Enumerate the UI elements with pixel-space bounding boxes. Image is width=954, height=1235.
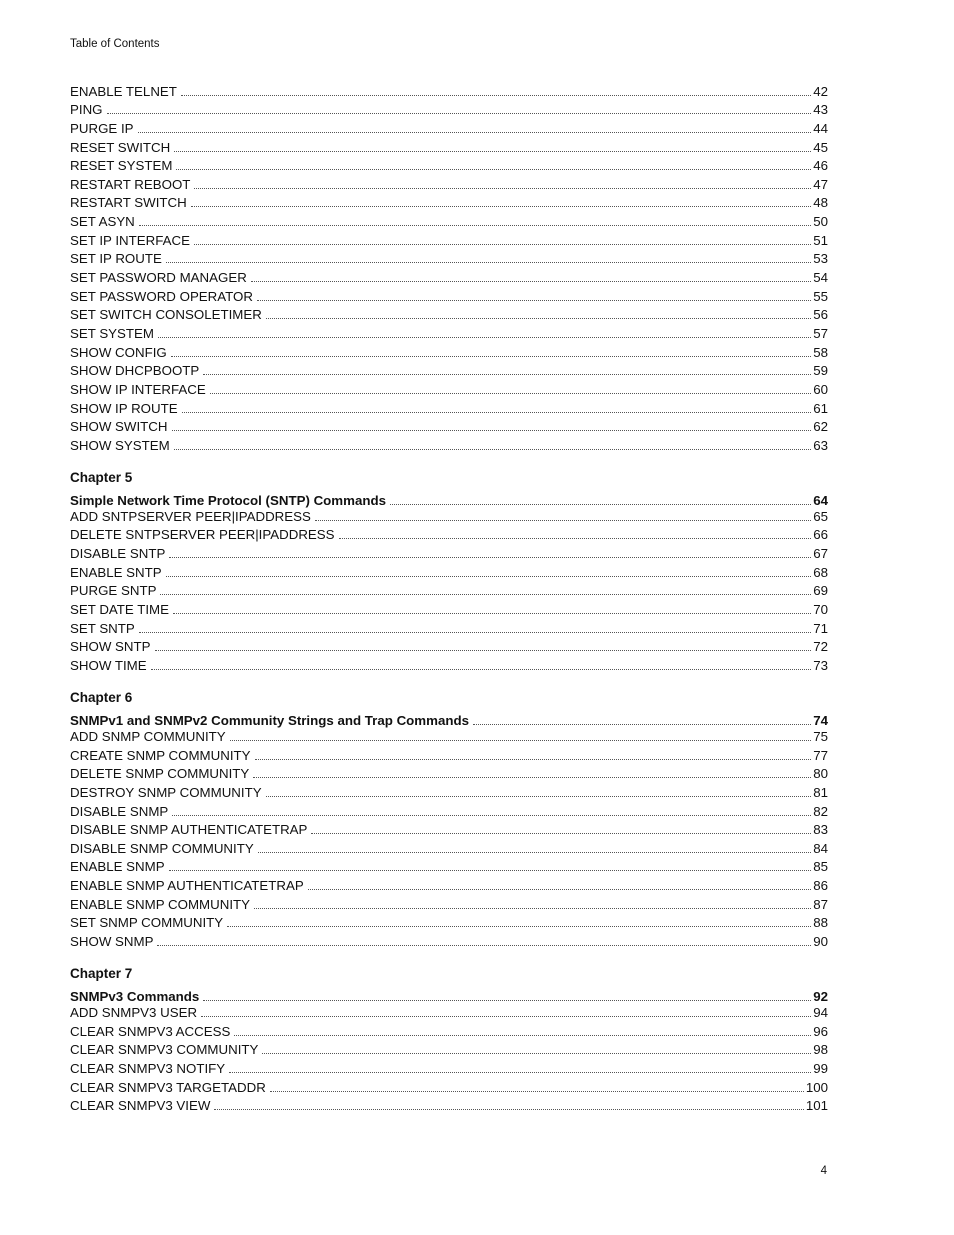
dot-leader [270,1091,804,1092]
toc-entry-title: SHOW TIME [70,657,147,673]
dot-leader [473,724,811,725]
dot-leader [390,504,811,505]
dot-leader [169,557,811,558]
dot-leader [266,318,811,319]
toc-entry-page: 58 [813,344,828,360]
toc-entry-title: SET PASSWORD MANAGER [70,270,247,286]
toc-entry-page: 51 [813,232,828,248]
toc-entry[interactable] [70,397,828,416]
toc-entry-page: 75 [813,728,828,744]
toc-entry-title: Simple Network Time Protocol (SNTP) Commands [70,492,386,508]
dot-leader [155,650,812,651]
toc-entry[interactable] [70,210,828,229]
toc-entry-title: DELETE SNTPSERVER PEER|IPADDRESS [70,527,335,543]
dot-leader [191,206,811,207]
toc-entry-title: DISABLE SNMP [70,803,169,819]
toc-entry[interactable] [70,617,828,636]
toc-entry[interactable] [70,819,828,838]
toc-entry[interactable] [70,304,828,323]
toc-entry[interactable] [70,378,828,397]
toc-entry-title: SET SWITCH CONSOLETIMER [70,307,262,323]
toc-entry-page: 67 [813,546,828,562]
toc-entry-page: 99 [813,1060,828,1076]
toc-entry[interactable] [70,136,828,155]
toc-entry-page: 85 [813,859,828,875]
toc-entry[interactable] [70,930,828,949]
toc-entry[interactable] [70,580,828,599]
toc-entry[interactable] [70,654,828,673]
page-number: 4 [820,1165,827,1177]
dot-leader [315,520,811,521]
toc-entry-title: SET DATE TIME [70,602,170,618]
toc-entry[interactable] [70,434,828,453]
dot-leader [169,870,812,871]
dot-leader [181,95,811,96]
dot-leader [173,613,811,614]
toc-section [70,690,828,949]
toc-entry[interactable] [70,155,828,174]
toc-entry-title: SHOW DHCPBOOTP [70,363,200,379]
dot-leader [176,169,811,170]
toc-entry-page: 70 [813,602,828,618]
toc-entry[interactable] [70,266,828,285]
toc-entry-title: SET SNTP [70,620,135,636]
toc-entry-title: SET IP INTERFACE [70,232,190,248]
toc-entry-page: 46 [813,158,828,174]
chapter-label: Chapter 5 [70,469,133,485]
toc-entry-title: ENABLE TELNET [70,83,177,99]
toc-entry[interactable] [70,744,828,763]
toc-entry-title: DESTROY SNMP COMMUNITY [70,784,262,800]
dot-leader [258,852,811,853]
toc-entry-page: 96 [813,1023,828,1039]
dot-leader [139,225,811,226]
toc-entry[interactable] [70,856,828,875]
toc-entry[interactable] [70,192,828,211]
toc-entry-page: 98 [813,1042,828,1058]
toc-entry-title: CLEAR SNMPV3 TARGETADDR [70,1079,266,1095]
toc-entry-title: DISABLE SNMP AUTHENTICATETRAP [70,822,308,838]
toc-entry-page: 56 [813,307,828,323]
toc-entry[interactable] [70,837,828,856]
dot-leader [234,1035,811,1036]
dot-leader [203,374,811,375]
toc-entry[interactable] [70,248,828,267]
dot-leader [254,908,811,909]
toc-entry-title: SHOW SNMP [70,933,154,949]
toc-entry[interactable] [70,1076,828,1095]
dot-leader [308,889,811,890]
toc-entry-title: PING [70,102,103,118]
dot-leader [255,759,812,760]
toc-entry[interactable] [70,229,828,248]
dot-leader [262,1053,811,1054]
dot-leader [172,815,811,816]
toc-entry-title: SET SYSTEM [70,325,154,341]
toc-entry-title: RESTART SWITCH [70,195,187,211]
toc-entry-page: 84 [813,840,828,856]
toc-entry-page: 100 [805,1079,828,1095]
dot-leader [210,393,812,394]
toc-entry-page: 80 [813,766,828,782]
toc-entry-page: 57 [813,325,828,341]
toc-entry[interactable] [70,1020,828,1039]
dot-leader [151,669,812,670]
toc-entry-page: 64 [813,492,828,508]
toc-entry[interactable] [70,1095,828,1114]
toc-entry-page: 83 [813,822,828,838]
toc-entry-title: RESET SYSTEM [70,158,173,174]
toc-entry-page: 86 [813,878,828,894]
toc-section [70,966,828,1113]
toc-entry-page: 42 [813,83,828,99]
toc-entry[interactable] [70,912,828,931]
toc-entry-page: 101 [805,1098,828,1114]
dot-leader [138,132,812,133]
toc-entry-title: SET ASYN [70,214,135,230]
toc-entry-page: 69 [813,583,828,599]
toc-entry[interactable] [70,117,828,136]
toc-entry-page: 65 [813,508,828,524]
toc-entry[interactable] [70,598,828,617]
toc-entry-page: 54 [813,270,828,286]
toc-entry[interactable] [70,542,828,561]
dot-leader [174,151,811,152]
toc-entry-title: SET SNMP COMMUNITY [70,915,224,931]
toc-entry-page: 87 [813,896,828,912]
toc-entry-page: 55 [813,288,828,304]
toc-entry-title: RESET SWITCH [70,139,171,155]
toc-entry-title: RESTART REBOOT [70,176,191,192]
toc-entry-page: 60 [813,381,828,397]
dot-leader [107,113,812,114]
toc-entry-page: 81 [813,784,828,800]
dot-leader [157,945,811,946]
toc-entry-page: 48 [813,195,828,211]
dot-leader [339,538,812,539]
toc-entry-page: 90 [813,933,828,949]
toc-entry[interactable] [70,874,828,893]
dot-leader [158,337,811,338]
toc-entry-page: 61 [813,400,828,416]
toc-entry-title: SNMPv3 Commands [70,988,200,1004]
toc-entry-title: CLEAR SNMPV3 COMMUNITY [70,1042,259,1058]
toc-entry[interactable] [70,781,828,800]
toc-entry[interactable] [70,893,828,912]
toc-entry-page: 45 [813,139,828,155]
toc-entry-title: SHOW SYSTEM [70,437,170,453]
toc-entry-page: 50 [813,214,828,230]
toc-entry[interactable] [70,561,828,580]
dot-leader [251,281,811,282]
dot-leader [203,1000,811,1001]
dot-leader [311,833,811,834]
toc-entry-title: DISABLE SNMP COMMUNITY [70,840,254,856]
toc-entry-page: 53 [813,251,828,267]
toc-entry-title: SHOW SWITCH [70,419,168,435]
dot-leader [214,1109,803,1110]
dot-leader [230,740,812,741]
toc-entry[interactable] [70,322,828,341]
toc-entry[interactable] [70,728,828,744]
toc-entry-title: ADD SNTPSERVER PEER|IPADDRESS [70,508,311,524]
dot-leader [166,576,812,577]
toc-entry[interactable] [70,341,828,360]
toc-entry-page: 43 [813,102,828,118]
dot-leader [257,300,811,301]
toc-entry[interactable] [70,173,828,192]
dot-leader [227,926,811,927]
dot-leader [182,412,812,413]
chapter-label: Chapter 6 [70,689,133,705]
dot-leader [166,262,811,263]
toc-entry-title: SNMPv1 and SNMPv2 Community Strings and Trap Commands [70,712,469,728]
toc-entry-title: CREATE SNMP COMMUNITY [70,747,251,763]
toc-entry-page: 82 [813,803,828,819]
toc-entry[interactable] [70,763,828,782]
dot-leader [266,796,812,797]
toc-entry-page: 63 [813,437,828,453]
toc-entry[interactable] [70,360,828,379]
toc-entry-title: DELETE SNMP COMMUNITY [70,766,250,782]
toc-entry-title: CLEAR SNMPV3 VIEW [70,1098,211,1114]
chapter-title-entry[interactable] [70,988,828,1004]
toc-entry-title: ENABLE SNTP [70,564,162,580]
dot-leader [172,430,812,431]
toc-entry-title: ADD SNMP COMMUNITY [70,728,226,744]
dot-leader [201,1016,811,1017]
toc-entry-page: 72 [813,639,828,655]
toc-entry-title: ENABLE SNMP COMMUNITY [70,896,251,912]
toc-entry[interactable] [70,524,828,543]
toc-entry-title: SHOW SNTP [70,639,151,655]
toc-entry[interactable] [70,285,828,304]
dot-leader [160,594,811,595]
toc-entry-page: 94 [813,1004,828,1020]
toc-entry-title: SET IP ROUTE [70,251,162,267]
toc-entry[interactable] [70,416,828,435]
toc-entry[interactable] [70,508,828,524]
toc-entry-page: 68 [813,564,828,580]
toc-entry-title: PURGE SNTP [70,583,157,599]
toc-entry-title: SET PASSWORD OPERATOR [70,288,253,304]
toc-entry-title: DISABLE SNTP [70,546,166,562]
dot-leader [194,188,811,189]
toc-entry-page: 66 [813,527,828,543]
toc-entry[interactable] [70,636,828,655]
toc-entry-page: 47 [813,176,828,192]
toc-entry-title: PURGE IP [70,120,134,136]
toc-entry-page: 73 [813,657,828,673]
dot-leader [194,244,811,245]
toc-entry-title: ENABLE SNMP [70,859,165,875]
toc-entry-page: 74 [813,712,828,728]
toc-entry[interactable] [70,1057,828,1076]
chapter-label: Chapter 7 [70,965,133,981]
chapter-title-entry[interactable] [70,492,828,508]
toc-entry-title: ENABLE SNMP AUTHENTICATETRAP [70,878,304,894]
toc-entry-title: CLEAR SNMPV3 ACCESS [70,1023,231,1039]
toc-entry[interactable] [70,1004,828,1020]
toc-entry-title: SHOW IP ROUTE [70,400,178,416]
dot-leader [253,777,811,778]
toc-entry[interactable] [70,1039,828,1058]
dot-leader [171,356,811,357]
dot-leader [174,449,811,450]
toc-entry-page: 59 [813,363,828,379]
toc-entry-title: ADD SNMPV3 USER [70,1004,198,1020]
toc-entry[interactable] [70,99,828,118]
table-of-contents [70,80,828,1113]
toc-entry-title: SHOW IP INTERFACE [70,381,206,397]
toc-section [70,80,828,453]
toc-section [70,470,828,673]
chapter-title-entry[interactable] [70,712,828,728]
toc-entry-title: CLEAR SNMPV3 NOTIFY [70,1060,226,1076]
dot-leader [229,1072,811,1073]
toc-entry[interactable] [70,800,828,819]
toc-entry-page: 88 [813,915,828,931]
toc-entry-page: 44 [813,120,828,136]
toc-entry-page: 62 [813,419,828,435]
toc-entry-title: SHOW CONFIG [70,344,167,360]
toc-entry-page: 77 [813,747,828,763]
running-header: Table of Contents [70,38,160,50]
toc-entry[interactable] [70,80,828,99]
toc-entry-page: 92 [813,988,828,1004]
toc-entry-page: 71 [813,620,828,636]
dot-leader [139,632,811,633]
